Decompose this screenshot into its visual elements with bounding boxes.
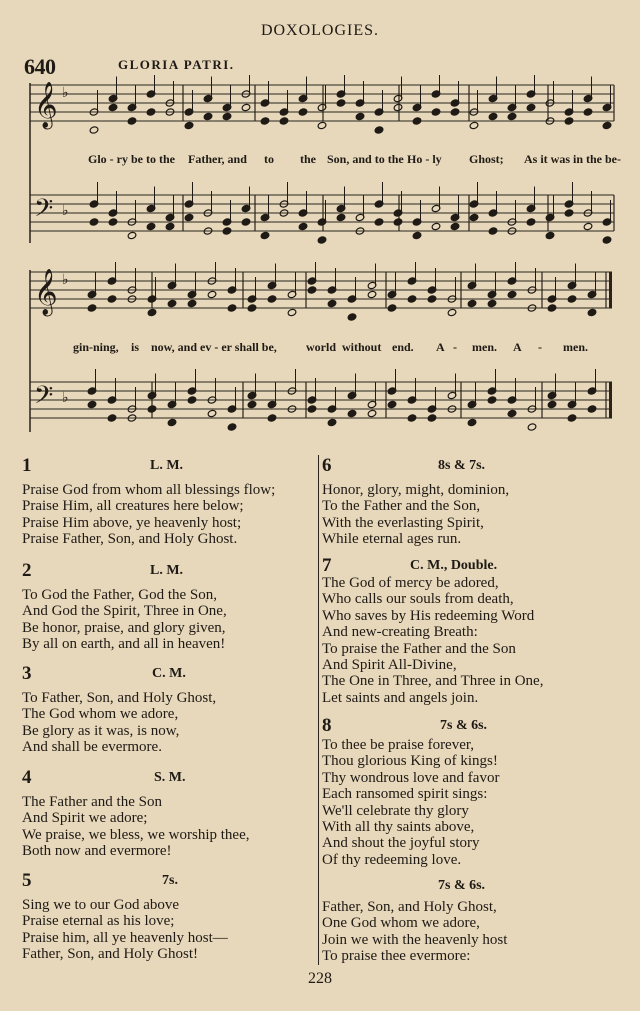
verse-line: Of thy redeeming love. [322,851,462,868]
bass-clef-icon: 𝄢 [34,381,54,416]
note-head [87,304,97,312]
doxology-number: 2 [22,560,32,581]
note-head [407,414,417,422]
page-header: DOXOLOGIES. [260,22,380,39]
doxology-verse [322,737,499,868]
verse-line: And shout the joyful story [322,835,480,852]
treble-notes [89,75,612,134]
note-head [87,400,97,408]
doxology-meter: S. M. [154,770,186,785]
note-head [184,121,194,129]
note-head [367,409,377,417]
note-head [564,117,574,125]
note-head [317,121,327,129]
note-head [146,222,156,230]
note-head [307,286,317,294]
verse-line: The One in Three, and Three in One, [322,673,544,690]
note-head [393,218,403,226]
note-head [374,218,384,226]
note-head [583,108,593,116]
doxology-number: 8 [322,715,332,736]
lyric-syllable: Ho - ly [407,152,442,166]
verse-line: And Spirit we adore; [22,810,148,827]
verse-line: And God the Spirit, Three in One, [22,603,227,620]
column-divider [318,455,319,965]
verse-line: To praise thee evermore: [322,948,471,965]
note-head [227,423,237,431]
treble-clef-icon: 𝄞 [34,269,58,315]
doxology-number: 5 [22,870,32,891]
verse-line: Both now and evermore! [22,843,172,860]
note-head [347,313,357,321]
note-head [407,295,417,303]
note-head [241,218,251,226]
lyric-syllable: Ghost; [469,152,504,166]
note-head [587,405,597,413]
doxology-number: 6 [322,455,332,476]
doxology-verse [22,690,216,756]
note-head [564,209,574,217]
note-head [167,418,177,426]
lyric-syllable: Father, and [188,152,247,166]
lyric-syllable: the [300,152,316,166]
note-head [507,290,517,298]
verse-line: By all on earth, and all in heaven! [22,636,226,653]
doxology-verse [322,899,507,965]
note-head [108,103,118,111]
lyric-syllable: men. [472,340,497,354]
doxology-verse [22,897,228,963]
note-head [412,231,422,239]
note-head [431,108,441,116]
note-head [298,222,308,230]
note-head [587,308,597,316]
lyric-syllable: - [538,340,542,354]
verse-line: With the everlasting Spirit, [322,514,484,531]
note-head [507,112,517,120]
doxology-meter: 7s. [162,873,178,888]
verse-line: To thee be praise forever, [322,737,475,753]
verse-line: Each ransomed spirit sings: [322,786,488,803]
note-head [393,103,403,111]
verse-line: With all thy saints above, [322,818,475,835]
note-head [547,304,557,312]
note-head [367,290,377,298]
verse-line: And Spirit All-Divine, [322,656,457,673]
note-head [127,231,137,239]
doxology-number: 4 [22,767,32,788]
verse-line: Praise Father, Son, and Holy Ghost. [22,531,238,548]
note-head [147,308,157,316]
note-head [279,117,289,125]
final-barline [609,272,612,308]
lyric-syllable: - [453,340,457,354]
doxology-meter: 7s & 6s. [440,718,488,733]
lyric-syllable: without [342,340,382,354]
note-head [487,299,497,307]
note-head [547,400,557,408]
verse-line: Praise him, all ye heavenly host— [22,929,228,946]
verse-line: Praise God from whom all blessings flow; [22,482,276,498]
verse-line: One God whom we adore, [322,915,480,932]
note-head [107,414,117,422]
note-head [347,409,357,417]
verse-line: Let saints and angels join. [322,689,479,706]
note-head [526,218,536,226]
note-head [241,103,251,111]
note-head [355,112,365,120]
lyric-syllable: gin-ning, [73,340,119,354]
doxology-verse [22,587,227,653]
note-head [287,308,297,316]
doxology-meter: 7s & 6s. [438,878,486,893]
verse-line: Who calls our souls from death, [322,591,514,608]
note-head [431,222,441,230]
note-head [147,405,157,413]
verse-line: And shall be evermore. [22,739,162,756]
note-head [222,112,232,120]
verse-line: The God of mercy be adored, [322,575,499,591]
doxology-verse [22,794,249,860]
doxology-verse [322,575,543,706]
note-head [387,400,397,408]
verse-line: We'll celebrate thy glory [322,802,469,819]
note-head [527,423,537,431]
verse-line: Be glory as it was, is now, [22,722,180,739]
verse-line: Praise Him above, ye heavenly host; [22,514,242,531]
note-head [267,295,277,303]
note-head [450,108,460,116]
treble-notes [87,262,597,321]
lyric-syllable: A [436,340,445,354]
verse-line: To praise the Father and the Son [322,640,516,657]
flat-icon: ♭ [62,203,69,219]
note-head [545,231,555,239]
note-head [127,117,137,125]
doxology-verse [322,482,509,548]
note-head [260,117,270,125]
verse-line: Father, Son, and Holy Ghost, [322,899,497,915]
verse-line: We praise, we bless, we worship thee, [22,826,250,843]
doxology-meter: L. M. [150,563,184,578]
verse-line: Who saves by His redeeming Word [322,607,535,624]
treble-clef-icon: 𝄞 [34,82,58,128]
note-head [412,117,422,125]
note-head [184,213,194,221]
doxology-meter: C. M. [152,666,186,681]
note-head [427,295,437,303]
verse-line: And new-creating Breath: [322,624,478,641]
note-head [89,126,99,134]
note-head [317,236,327,244]
verse-line: To Father, Son, and Holy Ghost, [22,690,217,706]
verse-line: Join we with the heavenly host [322,931,508,948]
verse-line: To God the Father, God the Son, [22,587,217,603]
note-head [450,222,460,230]
note-head [488,227,498,235]
note-head [602,236,612,244]
note-head [327,299,337,307]
note-head [187,299,197,307]
note-head [327,418,337,426]
music-system-2 [0,262,640,452]
final-barline [609,382,612,418]
lyric-syllable: A [513,340,522,354]
lyric-syllable: is [131,340,140,354]
note-head [507,409,517,417]
verse-line: The God whom we adore, [22,706,179,723]
note-head [107,295,117,303]
staff [30,381,612,418]
verse-line: Praise eternal as his love; [22,913,175,930]
note-head [207,409,217,417]
note-head [247,304,257,312]
note-head [602,121,612,129]
note-head [307,405,317,413]
note-head [165,222,175,230]
flat-icon: ♭ [62,390,69,406]
lyric-syllable: As it was in the be- [524,152,622,166]
lyric-syllable: now, and ev - er shall be, [151,340,277,354]
note-head [487,396,497,404]
verse-line: Praise Him, all creatures here below; [22,498,244,515]
doxology-meter: 8s & 7s. [438,458,486,473]
doxology-meter: C. M., Double. [410,558,498,573]
doxology-verse [22,482,275,548]
doxology-number: 1 [22,455,32,476]
verse-line: Honor, glory, might, dominion, [322,482,510,498]
page-number: 228 [308,970,332,987]
note-head [267,414,277,422]
note-head [146,108,156,116]
note-head [526,103,536,111]
lyric-syllable: Son, and to the [327,152,404,166]
note-head [207,290,217,298]
flat-icon: ♭ [62,85,69,101]
note-head [427,414,437,422]
note-head [567,414,577,422]
lyric-syllable: end. [392,340,414,354]
note-head [567,295,577,303]
lyric-syllable: to [264,152,274,166]
note-head [469,213,479,221]
note-head [336,213,346,221]
note-head [387,304,397,312]
doxology-number: 7 [322,555,332,576]
note-head [583,222,593,230]
verse-line: Sing we to our God above [22,897,180,913]
note-head [469,121,479,129]
note-head [247,400,257,408]
staff [30,269,612,317]
bass-clef-icon: 𝄢 [34,194,54,229]
doxology-meter: L. M. [150,458,184,473]
note-head [336,99,346,107]
note-head [447,308,457,316]
lyric-syllable: Glo - ry be to the [88,152,175,166]
doxology-number: 3 [22,663,32,684]
note-head [167,299,177,307]
note-head [260,231,270,239]
verse-line: While eternal ages run. [322,531,462,548]
verse-line: To the Father and the Son, [322,498,481,515]
verse-line: Thy wondrous love and favor [322,769,500,786]
hymn-number: 640 [24,54,56,79]
note-head [187,396,197,404]
lyric-syllable: world [306,340,336,354]
note-head [227,304,237,312]
lyric-syllable: men. [563,340,588,354]
verse-line: Father, Son, and Holy Ghost! [22,946,199,963]
note-head [108,218,118,226]
flat-icon: ♭ [62,272,69,288]
verse-line: Be honor, praise, and glory given, [22,619,226,636]
note-head [488,112,498,120]
note-head [467,299,477,307]
verse-line: The Father and the Son [22,794,162,810]
note-head [374,126,384,134]
note-head [222,227,232,235]
hymn-title: GLORIA PATRI. [118,57,235,72]
note-head [89,218,99,226]
note-head [298,108,308,116]
note-head [467,418,477,426]
verse-line: Thou glorious King of kings! [322,753,498,770]
note-head [203,112,213,120]
